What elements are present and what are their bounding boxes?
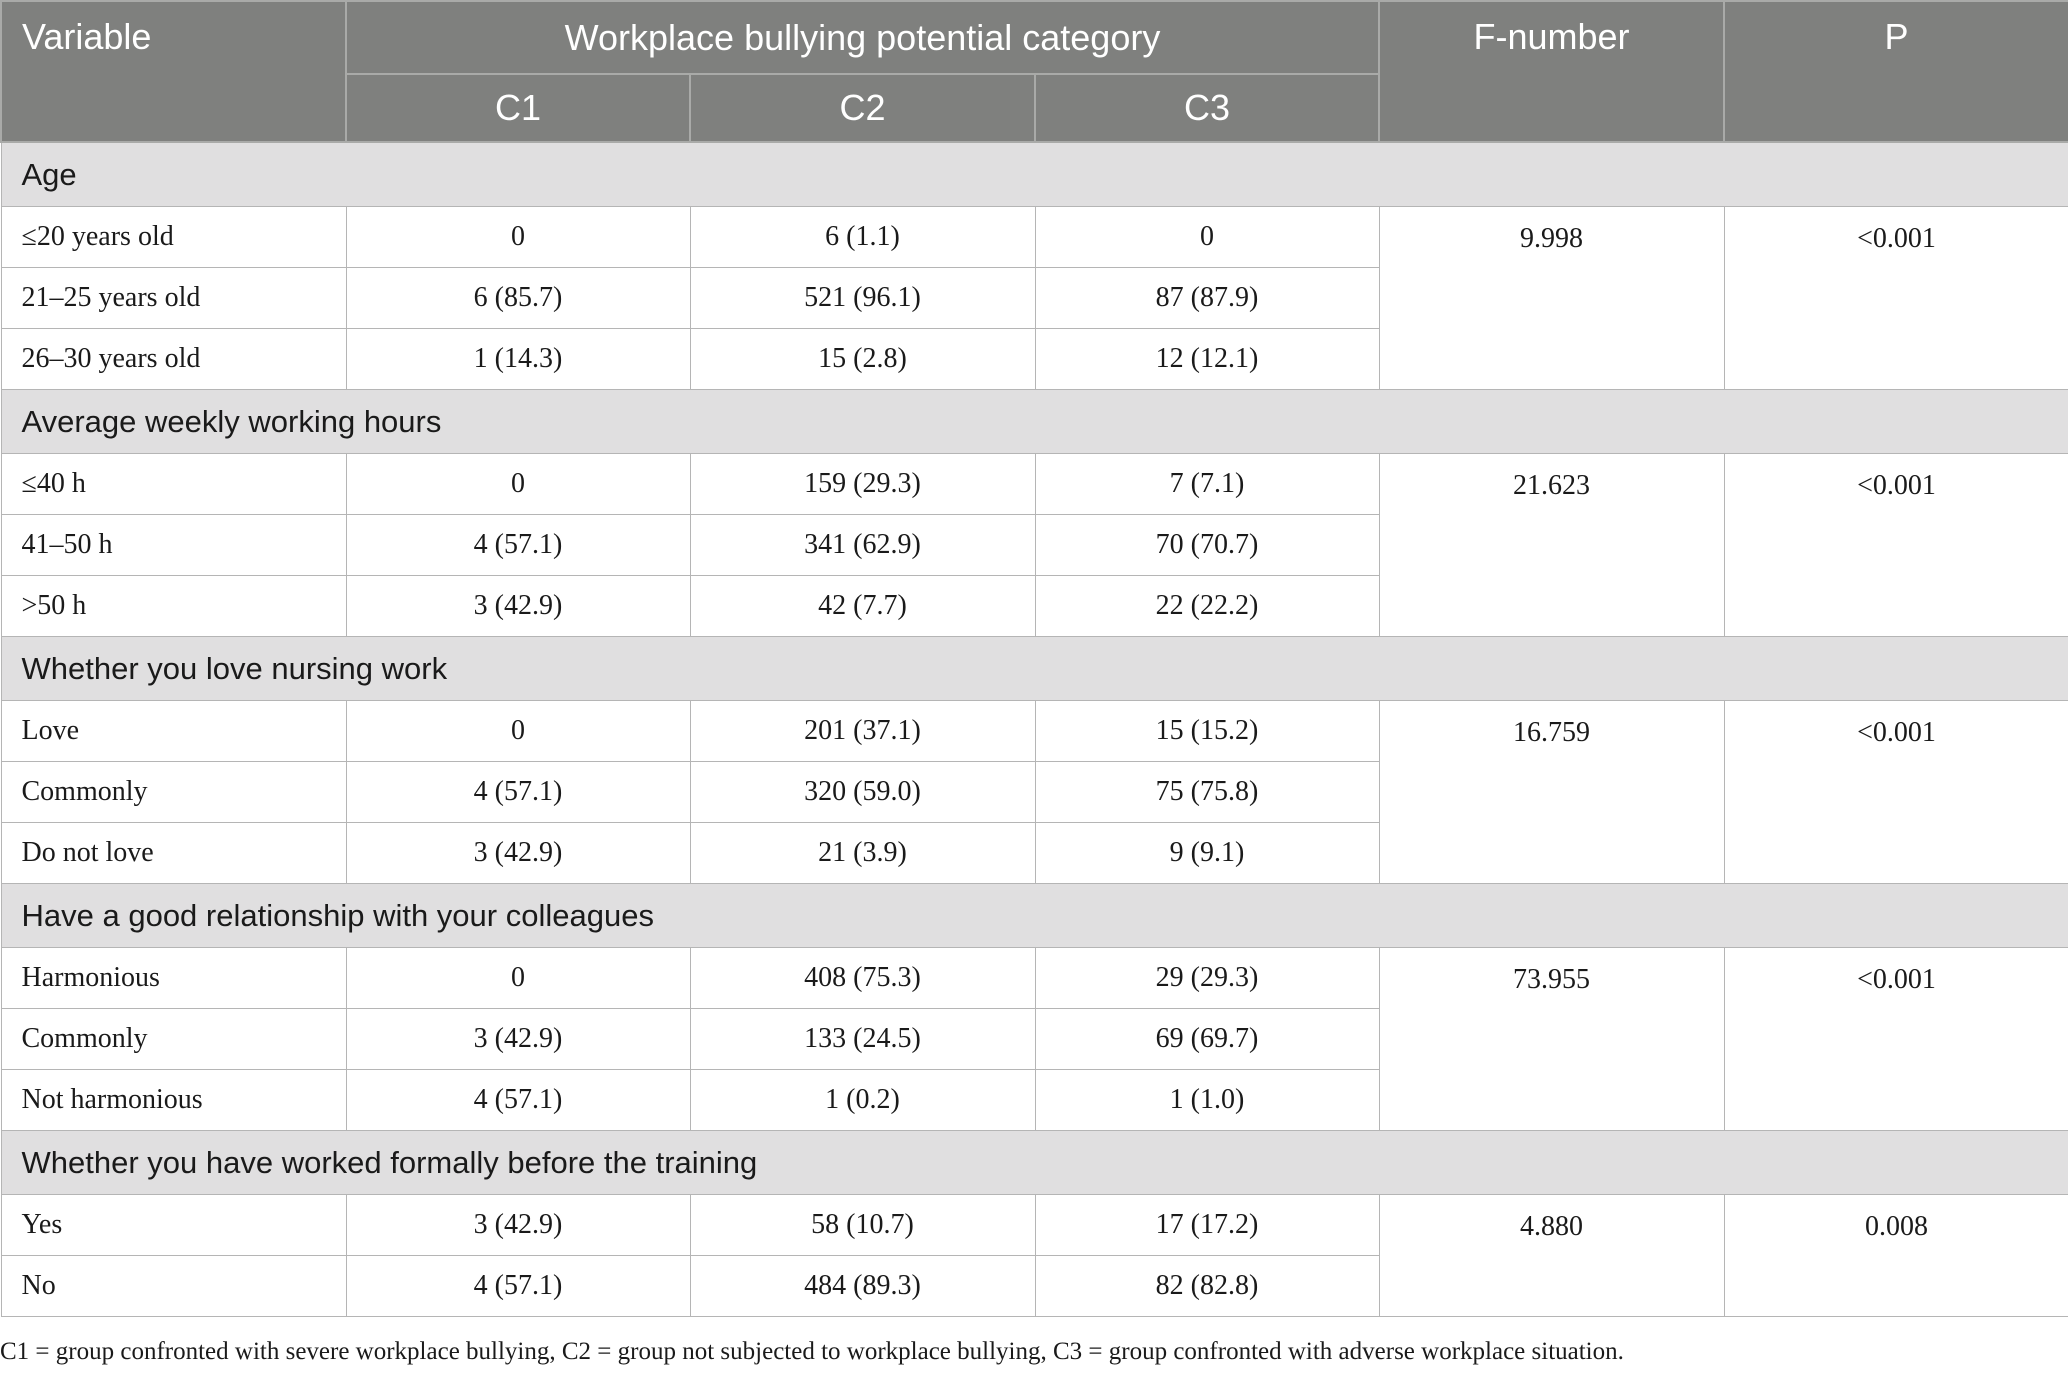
cell-c1: 3 (42.9) [346,1009,690,1070]
cell-c3: 1 (1.0) [1035,1070,1379,1131]
header-c1: C1 [346,74,690,142]
cell-c2: 341 (62.9) [690,515,1035,576]
cell-c3: 17 (17.2) [1035,1195,1379,1256]
table-row [1,1195,2068,1256]
section-row [1,390,2068,454]
cell-c1: 6 (85.7) [346,268,690,329]
table-row [1,454,2068,515]
row-label: Harmonious [1,948,346,1009]
cell-p-value: <0.001 [1724,948,2068,1131]
cell-c3: 12 (12.1) [1035,329,1379,390]
cell-p-value: <0.001 [1724,207,2068,390]
header-f-number: F-number [1379,1,1724,142]
cell-p-value: 0.008 [1724,1195,2068,1317]
cell-c1: 0 [346,207,690,268]
section-title: Have a good relationship with your colleagues [1,884,2068,948]
cell-c3: 9 (9.1) [1035,823,1379,884]
table-footnote: C1 = group confronted with severe workplace bullying, C2 = group not subjected to workplace bullying, C3 = group confronted with adverse workplace situation. [0,1338,1624,1365]
cell-c3: 82 (82.8) [1035,1256,1379,1317]
row-label: Not harmonious [1,1070,346,1131]
row-label: Commonly [1,1009,346,1070]
section-row [1,142,2068,207]
cell-f-number: 73.955 [1379,948,1724,1131]
cell-c1: 0 [346,454,690,515]
table-row [1,948,2068,1009]
section-row [1,637,2068,701]
cell-c2: 133 (24.5) [690,1009,1035,1070]
header-c3: C3 [1035,74,1379,142]
header-category-group: Workplace bullying potential category [346,1,1379,74]
cell-c3: 75 (75.8) [1035,762,1379,823]
row-label: >50 h [1,576,346,637]
cell-c2: 159 (29.3) [690,454,1035,515]
cell-c1: 3 (42.9) [346,576,690,637]
cell-c2: 6 (1.1) [690,207,1035,268]
cell-c2: 1 (0.2) [690,1070,1035,1131]
cell-c3: 0 [1035,207,1379,268]
header-p-value: P [1724,1,2068,142]
cell-c1: 0 [346,948,690,1009]
cell-c2: 201 (37.1) [690,701,1035,762]
section-row [1,1131,2068,1195]
cell-c2: 58 (10.7) [690,1195,1035,1256]
cell-c3: 29 (29.3) [1035,948,1379,1009]
cell-c1: 3 (42.9) [346,1195,690,1256]
cell-c1: 4 (57.1) [346,1070,690,1131]
table-body [1,142,2068,1317]
cell-c2: 408 (75.3) [690,948,1035,1009]
cell-f-number: 4.880 [1379,1195,1724,1317]
header-c2: C2 [690,74,1035,142]
cell-c2: 484 (89.3) [690,1256,1035,1317]
cell-c3: 87 (87.9) [1035,268,1379,329]
row-label: No [1,1256,346,1317]
section-row [1,884,2068,948]
section-title: Age [1,142,2068,207]
cell-c2: 521 (96.1) [690,268,1035,329]
row-label: 26–30 years old [1,329,346,390]
cell-p-value: <0.001 [1724,454,2068,637]
cell-f-number: 16.759 [1379,701,1724,884]
cell-c1: 0 [346,701,690,762]
cell-c2: 21 (3.9) [690,823,1035,884]
cell-c1: 3 (42.9) [346,823,690,884]
cell-c2: 15 (2.8) [690,329,1035,390]
section-title: Whether you love nursing work [1,637,2068,701]
cell-f-number: 9.998 [1379,207,1724,390]
cell-c3: 15 (15.2) [1035,701,1379,762]
cell-c2: 42 (7.7) [690,576,1035,637]
cell-c1: 1 (14.3) [346,329,690,390]
row-label: Love [1,701,346,762]
cell-c3: 22 (22.2) [1035,576,1379,637]
cell-c3: 69 (69.7) [1035,1009,1379,1070]
row-label: Commonly [1,762,346,823]
cell-c1: 4 (57.1) [346,515,690,576]
cell-c3: 70 (70.7) [1035,515,1379,576]
cell-c3: 7 (7.1) [1035,454,1379,515]
cell-c1: 4 (57.1) [346,762,690,823]
header-variable: Variable [1,1,346,142]
row-label: Do not love [1,823,346,884]
cell-c2: 320 (59.0) [690,762,1035,823]
row-label: ≤20 years old [1,207,346,268]
cell-p-value: <0.001 [1724,701,2068,884]
table-row [1,701,2068,762]
table-header [1,1,2068,142]
table-row [1,207,2068,268]
row-label: 21–25 years old [1,268,346,329]
cell-c1: 4 (57.1) [346,1256,690,1317]
cell-f-number: 21.623 [1379,454,1724,637]
row-label: 41–50 h [1,515,346,576]
row-label: Yes [1,1195,346,1256]
section-title: Average weekly working hours [1,390,2068,454]
section-title: Whether you have worked formally before the training [1,1131,2068,1195]
row-label: ≤40 h [1,454,346,515]
